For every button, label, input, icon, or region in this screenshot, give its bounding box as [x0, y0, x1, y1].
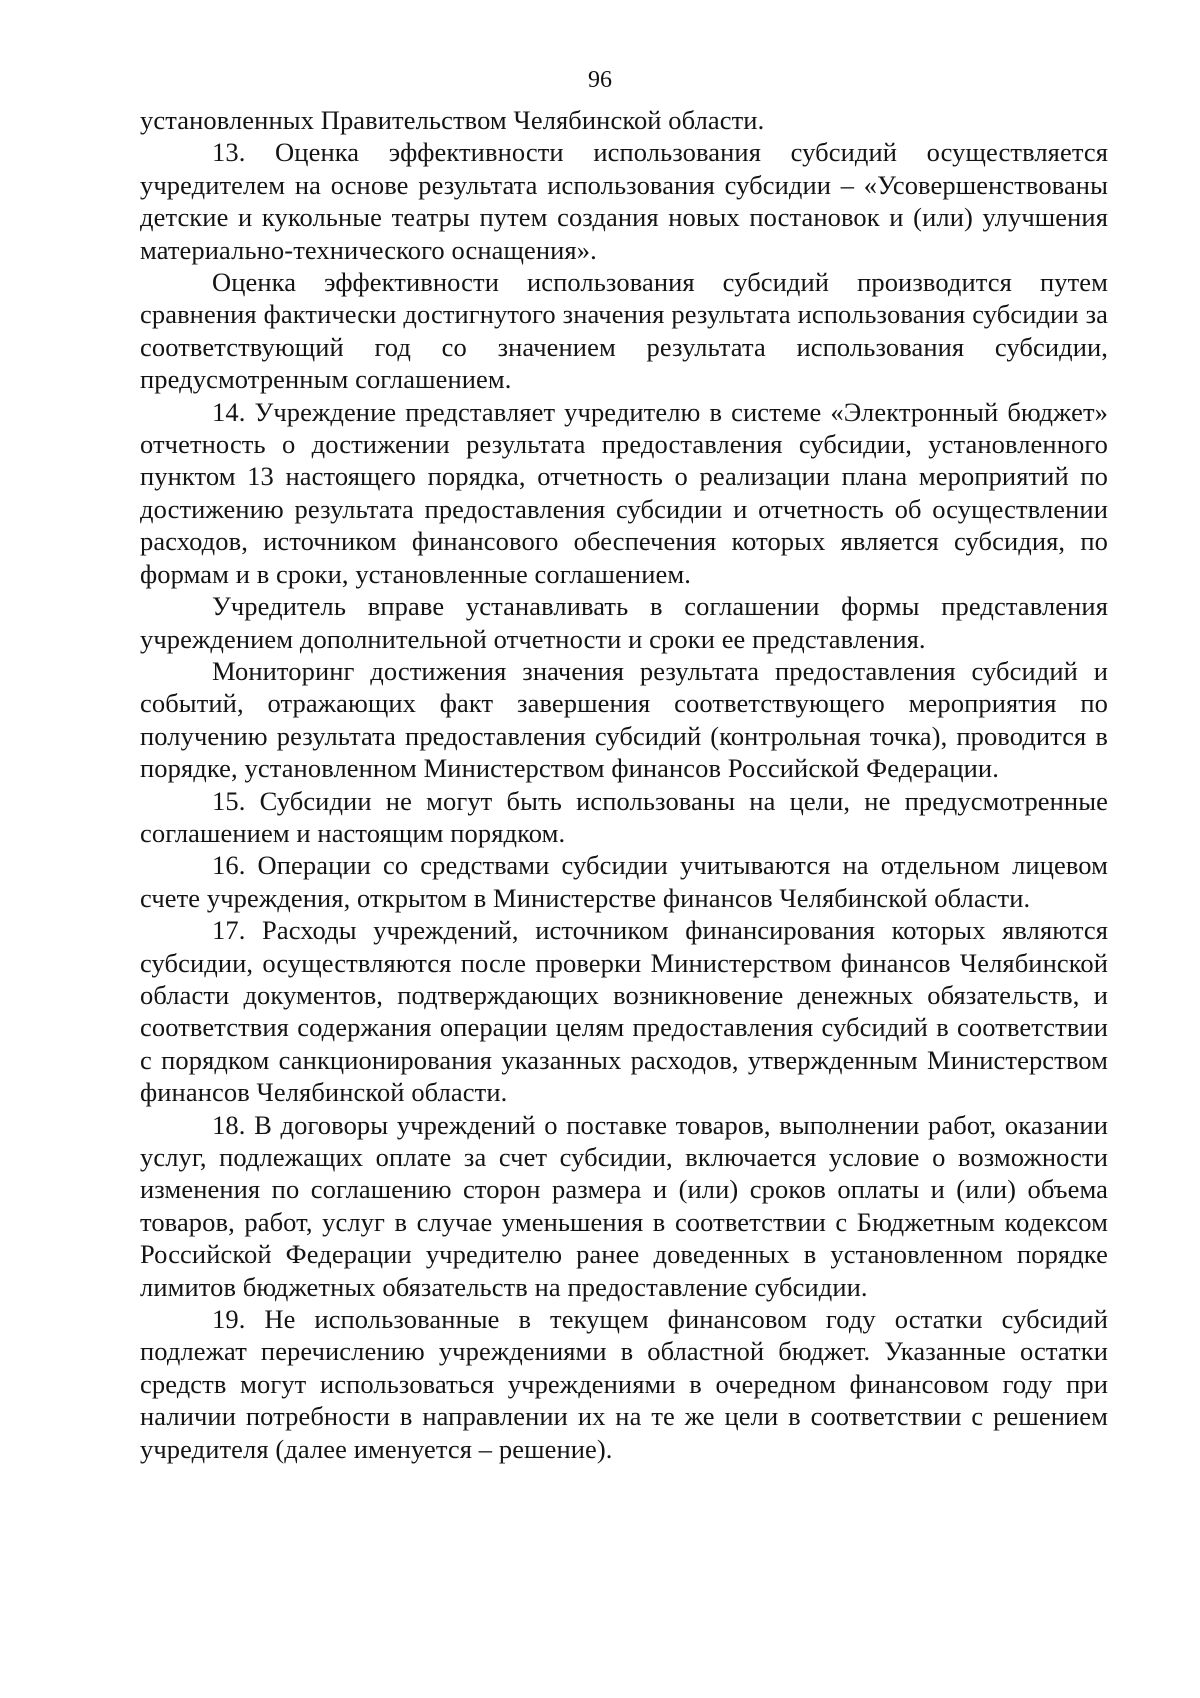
paragraph-item-17: 17. Расходы учреждений, источником финансирования которых являются субсидии, осуществляются после проверки Министерством финансов Челябинской области документов, подтверждающих возникновение денежных обязательств, и соответствия содержания операции целям предоставления субсидий в соответствии с порядком санкционирования указанных расходов, утвержденным Министерством финансов Челябинской области. [140, 915, 1108, 1108]
paragraph-item-14: 14. Учреждение представляет учредителю в системе «Электронный бюджет» отчетность о достижении результата предоставления субсидии, установленного пунктом 13 настоящего порядка, отчетность о реализации плана мероприятий по достижению результата предоставления субсидии и отчетность об осуществлении расходов, источником финансового обеспечения которых является субсидия, по формам и в сроки, установленные соглашением. [140, 396, 1108, 589]
paragraph-continuation: установленных Правительством Челябинской области. [140, 105, 765, 135]
paragraph-item-15: 15. Субсидии не могут быть использованы на цели, не предусмотренные соглашением и настоящим порядком. [140, 785, 1108, 848]
paragraph-additional-reporting: Учредитель вправе устанавливать в соглашении формы представления учреждением дополнительной отчетности и сроки ее представления. [140, 591, 1108, 654]
document-body [140, 104, 1108, 1465]
paragraph-monitoring: Мониторинг достижения значения результата предоставления субсидий и событий, отражающих факт завершения соответствующего мероприятия по получению результата предоставления субсидий (контрольная точка), проводится в порядке, установленном Министерством финансов Российской Федерации. [140, 655, 1108, 784]
paragraph-item-13: 13. Оценка эффективности использования субсидий осуществляется учредителем на основе результата использования субсидии – «Усовершенствованы детские и кукольные театры путем создания новых постановок и (или) улучшения материально-технического оснащения». [140, 137, 1108, 265]
paragraph-efficiency-assessment: Оценка эффективности использования субсидий производится путем сравнения фактически достигнутого значения результата использования субсидии за соответствующий год со значением результата использования субсидии, предусмотренным соглашением. [140, 267, 1108, 395]
page-number: 96 [588, 67, 612, 93]
paragraph-item-18: 18. В договоры учреждений о поставке товаров, выполнении работ, оказании услуг, подлежащих оплате за счет субсидии, включается условие о возможности изменения по соглашению сторон размера и (или) сроков оплаты и (или) объема товаров, работ, услуг в случае уменьшения в соответствии с Бюджетным кодексом Российской Федерации учредителю ранее доведенных в установленном порядке лимитов бюджетных обязательств на предоставление субсидии. [140, 1109, 1108, 1302]
paragraph-item-16: 16. Операции со средствами субсидии учитываются на отдельном лицевом счете учреждения, открытом в Министерстве финансов Челябинской области. [140, 850, 1108, 913]
paragraph-item-19: 19. Не использованные в текущем финансовом году остатки субсидий подлежат перечислению учреждениями в областной бюджет. Указанные остатки средств могут использоваться учреждениями в очередном финансовом году при наличии потребности в направлении их на те же цели в соответствии с решением учредителя (далее именуется – решение). [140, 1304, 1108, 1464]
